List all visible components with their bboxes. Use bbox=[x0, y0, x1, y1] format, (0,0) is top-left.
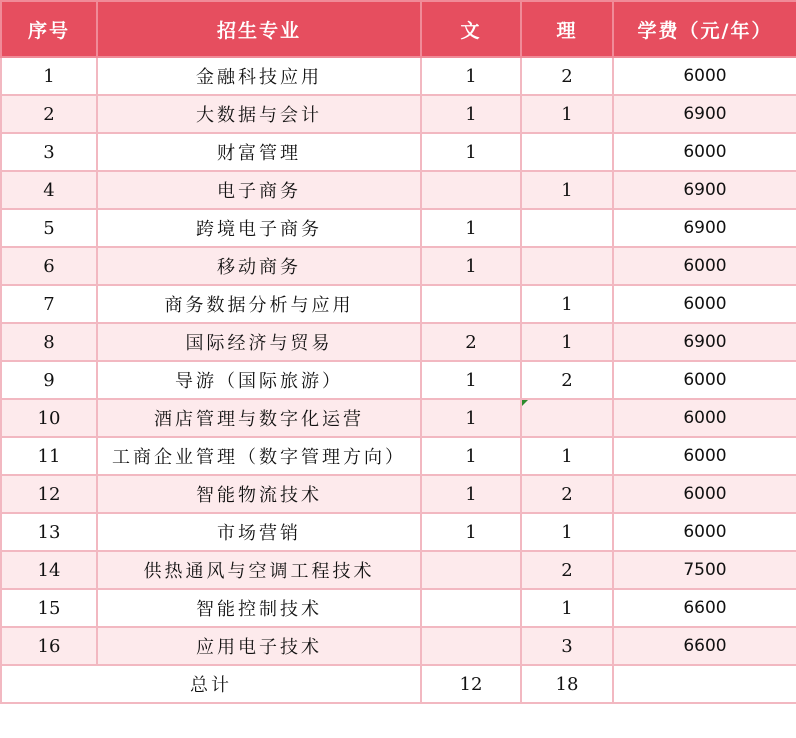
cell-wen: 1 bbox=[421, 133, 521, 171]
cell-fee: 6000 bbox=[613, 475, 796, 513]
cell-major: 商务数据分析与应用 bbox=[97, 285, 421, 323]
cell-major: 移动商务 bbox=[97, 247, 421, 285]
cell-wen: 2 bbox=[421, 323, 521, 361]
cell-wen bbox=[421, 171, 521, 209]
cell-no: 3 bbox=[1, 133, 97, 171]
cell-wen bbox=[421, 285, 521, 323]
cell-wen bbox=[421, 551, 521, 589]
cell-fee: 6900 bbox=[613, 171, 796, 209]
cell-fee: 6000 bbox=[613, 247, 796, 285]
table-row bbox=[1, 133, 796, 171]
total-wen: 12 bbox=[421, 665, 521, 703]
cell-wen: 1 bbox=[421, 399, 521, 437]
cell-li bbox=[521, 133, 613, 171]
table-row bbox=[1, 513, 796, 551]
cell-li: 1 bbox=[521, 285, 613, 323]
cell-no: 12 bbox=[1, 475, 97, 513]
total-fee bbox=[613, 665, 796, 703]
header-no: 序号 bbox=[1, 1, 97, 57]
cell-major: 国际经济与贸易 bbox=[97, 323, 421, 361]
cell-fee: 6600 bbox=[613, 589, 796, 627]
table-row bbox=[1, 323, 796, 361]
cell-no: 13 bbox=[1, 513, 97, 551]
cell-no: 7 bbox=[1, 285, 97, 323]
cell-major: 市场营销 bbox=[97, 513, 421, 551]
cell-no: 10 bbox=[1, 399, 97, 437]
cell-fee: 6600 bbox=[613, 627, 796, 665]
cell-major: 智能控制技术 bbox=[97, 589, 421, 627]
cell-no: 9 bbox=[1, 361, 97, 399]
cell-fee: 6000 bbox=[613, 437, 796, 475]
cell-wen: 1 bbox=[421, 95, 521, 133]
cell-no: 5 bbox=[1, 209, 97, 247]
table-row bbox=[1, 95, 796, 133]
cell-li bbox=[521, 247, 613, 285]
cell-wen bbox=[421, 627, 521, 665]
table-row bbox=[1, 57, 796, 95]
cell-li: 1 bbox=[521, 323, 613, 361]
cell-li: 1 bbox=[521, 437, 613, 475]
header-li: 理 bbox=[521, 1, 613, 57]
header-row bbox=[1, 1, 796, 57]
cell-no: 15 bbox=[1, 589, 97, 627]
table-row bbox=[1, 475, 796, 513]
cell-no: 6 bbox=[1, 247, 97, 285]
table-row bbox=[1, 399, 796, 437]
table-row bbox=[1, 361, 796, 399]
cell-wen: 1 bbox=[421, 57, 521, 95]
cell-li: 1 bbox=[521, 513, 613, 551]
cell-fee: 6000 bbox=[613, 513, 796, 551]
cell-li: 1 bbox=[521, 95, 613, 133]
cell-li bbox=[521, 209, 613, 247]
cell-major: 导游（国际旅游） bbox=[97, 361, 421, 399]
cell-comment-flag bbox=[522, 400, 528, 406]
table-row bbox=[1, 285, 796, 323]
cell-major: 跨境电子商务 bbox=[97, 209, 421, 247]
table-row bbox=[1, 551, 796, 589]
cell-no: 2 bbox=[1, 95, 97, 133]
cell-fee: 6000 bbox=[613, 361, 796, 399]
table-row bbox=[1, 171, 796, 209]
cell-fee: 7500 bbox=[613, 551, 796, 589]
table-row bbox=[1, 209, 796, 247]
header-wen: 文 bbox=[421, 1, 521, 57]
cell-fee: 6900 bbox=[613, 323, 796, 361]
cell-li: 3 bbox=[521, 627, 613, 665]
cell-wen: 1 bbox=[421, 437, 521, 475]
total-label: 总计 bbox=[1, 665, 421, 703]
cell-li: 1 bbox=[521, 589, 613, 627]
total-li: 18 bbox=[521, 665, 613, 703]
cell-no: 11 bbox=[1, 437, 97, 475]
header-major: 招生专业 bbox=[97, 1, 421, 57]
cell-wen: 1 bbox=[421, 475, 521, 513]
cell-major: 智能物流技术 bbox=[97, 475, 421, 513]
cell-no: 4 bbox=[1, 171, 97, 209]
cell-no: 8 bbox=[1, 323, 97, 361]
cell-wen: 1 bbox=[421, 247, 521, 285]
cell-wen: 1 bbox=[421, 361, 521, 399]
header-fee: 学费（元/年） bbox=[613, 1, 796, 57]
cell-no: 14 bbox=[1, 551, 97, 589]
cell-li: 2 bbox=[521, 551, 613, 589]
cell-major: 金融科技应用 bbox=[97, 57, 421, 95]
cell-no: 16 bbox=[1, 627, 97, 665]
cell-major: 酒店管理与数字化运营 bbox=[97, 399, 421, 437]
cell-major: 工商企业管理（数字管理方向） bbox=[97, 437, 421, 475]
cell-major: 供热通风与空调工程技术 bbox=[97, 551, 421, 589]
cell-no: 1 bbox=[1, 57, 97, 95]
cell-li: 2 bbox=[521, 475, 613, 513]
cell-fee: 6000 bbox=[613, 285, 796, 323]
cell-li: 2 bbox=[521, 361, 613, 399]
cell-li: 2 bbox=[521, 57, 613, 95]
cell-major: 大数据与会计 bbox=[97, 95, 421, 133]
total-row bbox=[1, 665, 796, 703]
cell-major: 电子商务 bbox=[97, 171, 421, 209]
table-row bbox=[1, 247, 796, 285]
cell-fee: 6900 bbox=[613, 95, 796, 133]
cell-fee: 6000 bbox=[613, 399, 796, 437]
table-row bbox=[1, 627, 796, 665]
cell-major: 应用电子技术 bbox=[97, 627, 421, 665]
cell-fee: 6000 bbox=[613, 133, 796, 171]
cell-major: 财富管理 bbox=[97, 133, 421, 171]
cell-wen: 1 bbox=[421, 209, 521, 247]
cell-li bbox=[521, 399, 613, 437]
cell-fee: 6900 bbox=[613, 209, 796, 247]
cell-wen: 1 bbox=[421, 513, 521, 551]
cell-li: 1 bbox=[521, 171, 613, 209]
cell-wen bbox=[421, 589, 521, 627]
table-row bbox=[1, 437, 796, 475]
cell-fee: 6000 bbox=[613, 57, 796, 95]
table-row bbox=[1, 589, 796, 627]
